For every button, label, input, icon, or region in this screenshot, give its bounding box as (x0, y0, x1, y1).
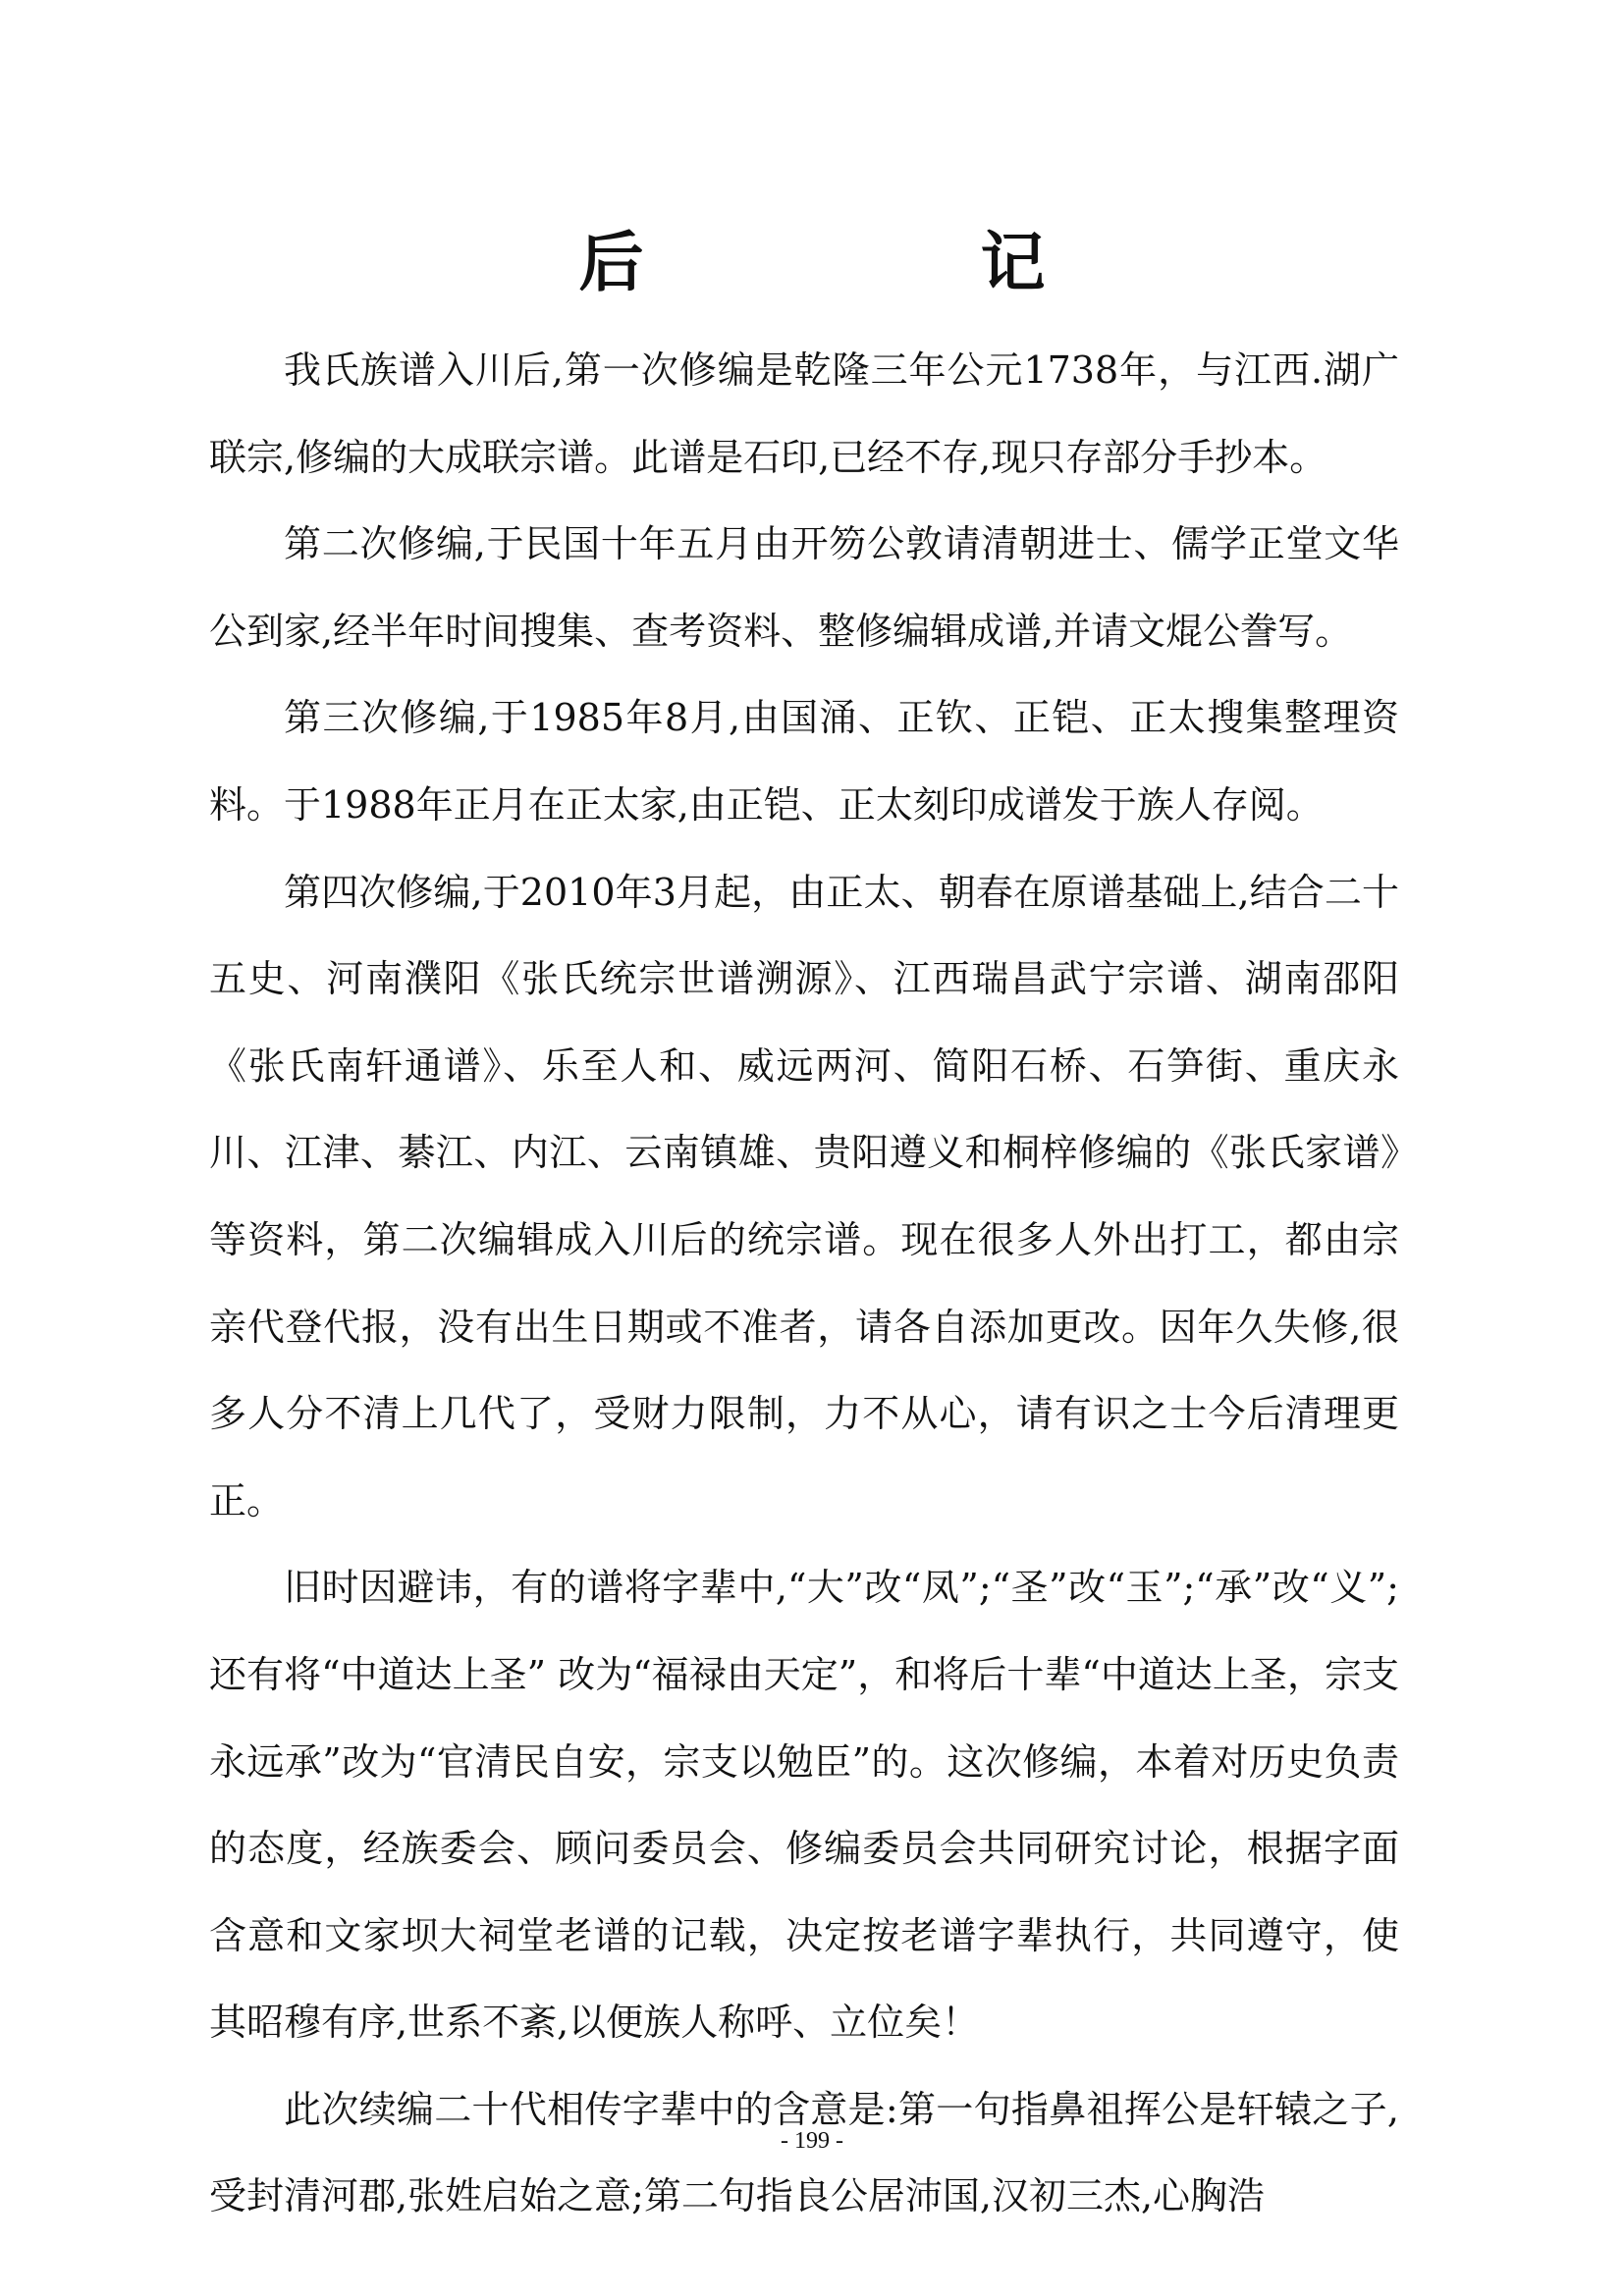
paragraph: 旧时因避讳，有的谱将字辈中,“大”改“凤”;“圣”改“玉”;“承”改“义”;还有将“中道达上圣” 改为“福禄由天定”，和将后十辈“中道达上圣，宗支永远承”改为“官清民自安，宗支以勉臣”的。这次修编，本着对历史负责的态度，经族委会、顾问委员会、修编委员会共同研究讨论，根据字面含意和文家坝大祠堂老谱的记载，决定按老谱字辈执行，共同遵守，使其昭穆有序,世系不紊,以便族人称呼、立位矣！ (209, 1566, 1399, 2045)
body-text (209, 327, 1399, 2240)
page-number: - 199 - (781, 2128, 843, 2154)
paragraph: 我氏族谱入川后,第一次修编是乾隆三年公元1738年，与江西.湖广联宗,修编的大成联宗谱。此谱是石印,已经不存,现只存部分手抄本。 (209, 348, 1399, 479)
paragraph: 第四次修编,于2010年3月起，由正太、朝春在原谱基础上,结合二十五史、河南濮阳《张氏统宗世谱溯源》、江西瑞昌武宁宗谱、湖南邵阳《张氏南轩通谱》、乐至人和、威远两河、简阳石桥、石笋街、重庆永川、江津、綦江、内江、云南镇雄、贵阳遵义和桐梓修编的《张氏家谱》等资料，第二次编辑成入川后的统宗谱。现在很多人外出打工，都由宗亲代登代报，没有出生日期或不准者，请各自添加更改。因年久失修,很多人分不清上几代了，受财力限制，力不从心，请有识之士今后清理更正。 (209, 870, 1399, 1522)
paragraph: 此次续编二十代相传字辈中的含意是:第一句指鼻祖挥公是轩辕之子,受封清河郡,张姓启始之意;第二句指良公居沛国,汉初三杰,心胸浩 (209, 2087, 1399, 2218)
paragraph: 第二次修编,于民国十年五月由开笏公敦请清朝进士、儒学正堂文华公到家,经半年时间搜集、查考资料、整修编辑成谱,并请文焜公誊写。 (209, 522, 1399, 653)
paragraph: 第三次修编,于1985年8月,由国涌、正钦、正铠、正太搜集整理资料。于1988年正月在正太家,由正铠、正太刻印成谱发于族人存阅。 (209, 696, 1399, 827)
page-title: 后 记 (578, 224, 1203, 300)
